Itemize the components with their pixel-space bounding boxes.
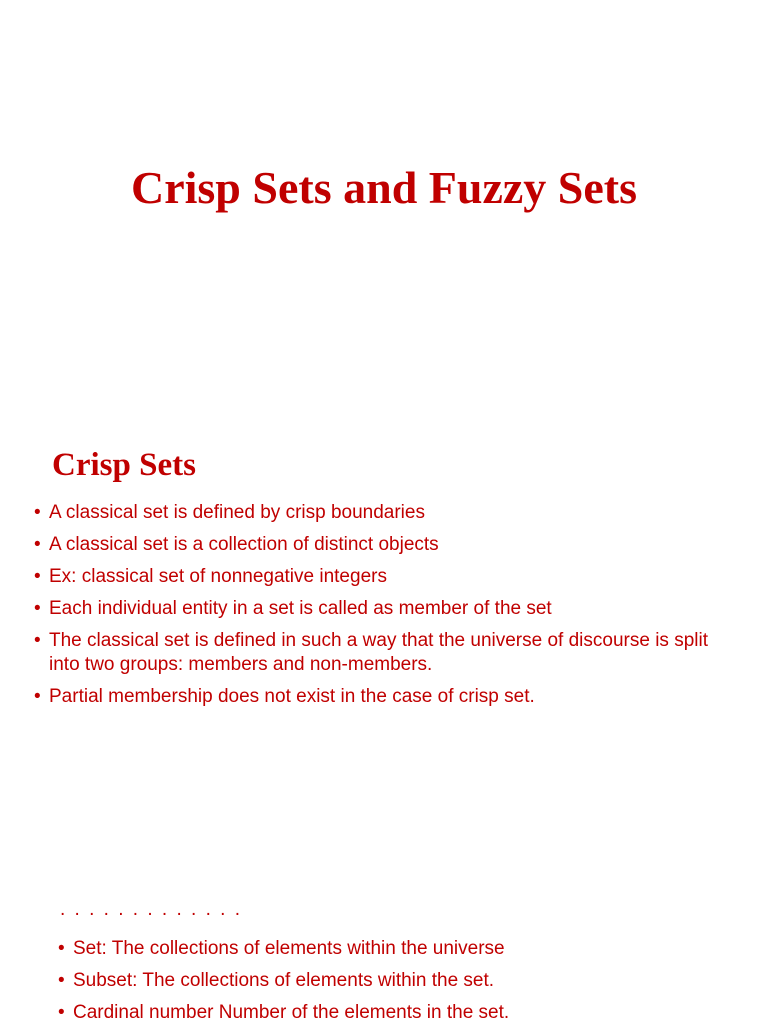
bullet-icon: • [58, 938, 65, 959]
bullet-icon: • [58, 970, 65, 991]
page-title: Crisp Sets and Fuzzy Sets [130, 162, 638, 213]
bullet-icon: • [58, 1002, 65, 1023]
bullet-text: Ex: classical set of nonnegative integers [49, 566, 387, 587]
list-item [34, 533, 734, 557]
bullet-icon: • [34, 502, 41, 523]
bullet-text: Set: The collections of elements within the universe [73, 938, 505, 959]
bullet-text: Partial membership does not exist in the case of crisp set. [49, 686, 535, 707]
list-item [58, 969, 748, 993]
bullet-text: A classical set is a collection of distinct objects [49, 534, 439, 555]
list-item [58, 1001, 748, 1025]
list-item [58, 937, 748, 961]
bullet-text: Subset: The collections of elements within the set. [73, 970, 495, 991]
bullet-icon: • [34, 534, 41, 555]
bullet-text: Cardinal number Number of the elements in the set. [73, 1002, 510, 1023]
list-item [34, 501, 734, 525]
bullet-list [34, 501, 734, 717]
bullet-list [58, 937, 748, 1033]
list-item [34, 685, 734, 709]
bullet-icon: • [34, 686, 41, 707]
ellipsis-heading: . . . . . . . . . . . . . [60, 899, 242, 920]
section-title: Crisp Sets [52, 447, 196, 483]
list-item [34, 565, 734, 589]
bullet-icon: • [34, 630, 41, 651]
bullet-text: Each individual entity in a set is called as member of the set [49, 598, 552, 619]
bullet-icon: • [34, 566, 41, 587]
bullet-text: A classical set is defined by crisp boundaries [49, 502, 425, 523]
bullet-icon: • [34, 598, 41, 619]
list-item [34, 629, 734, 677]
bullet-text: The classical set is defined in such a way that the universe of discourse is split into two groups: members and non-members. [49, 630, 708, 675]
list-item [34, 597, 734, 621]
